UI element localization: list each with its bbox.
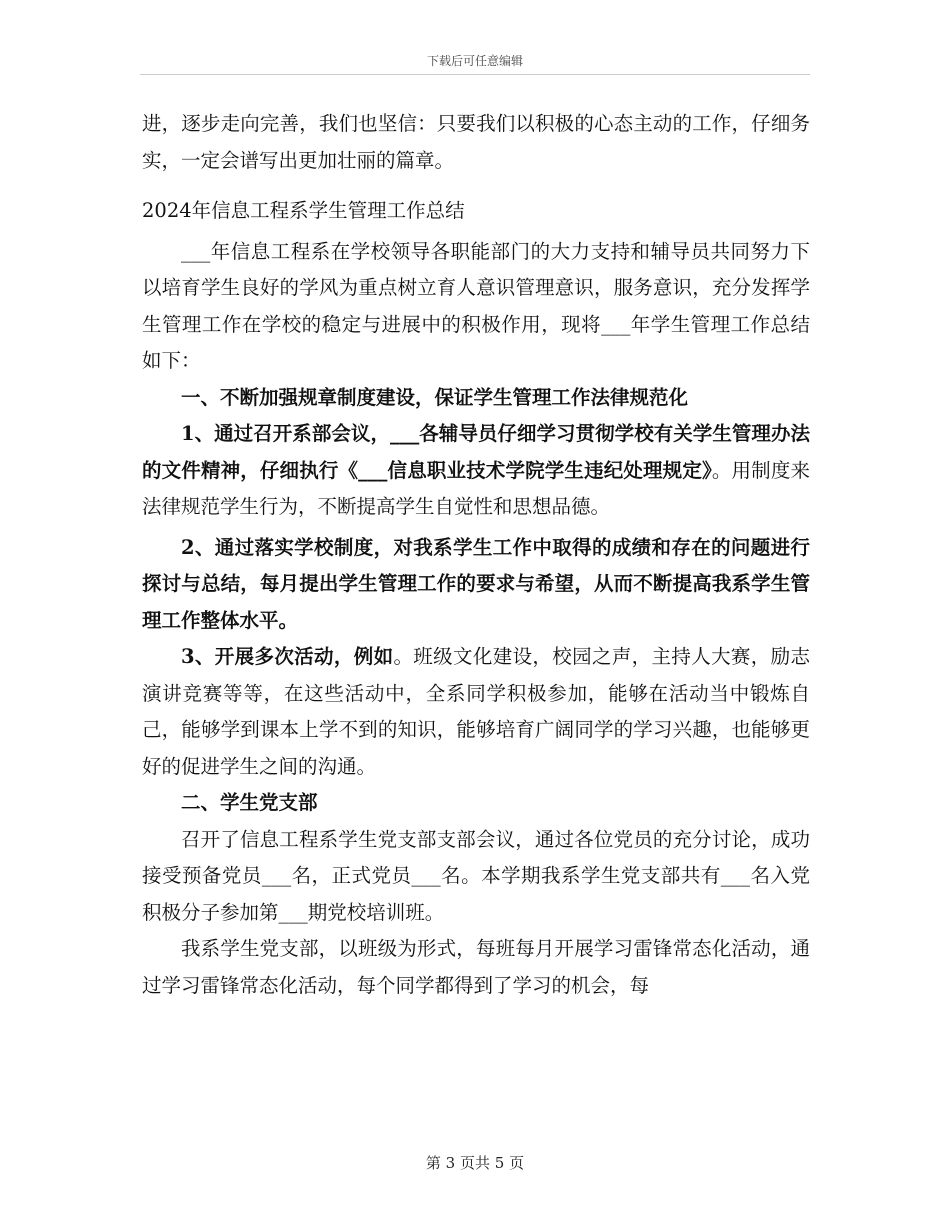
item-3-paragraph	[142, 639, 810, 785]
document-title: 2024年信息工程系学生管理工作总结	[142, 199, 465, 222]
item-1-paragraph	[142, 416, 810, 526]
header-divider	[140, 74, 810, 75]
page-footer: 第 3 页共 5 页	[425, 1154, 525, 1172]
item-3-text: 。班级文化建设，校园之声，主持人大赛，励志演讲竞赛等等，在这些活动中，全系同学积极参加，能够在活动当中锻炼自己，能够学到课本上学不到的知识，能够培育广阔同学的学习兴趣，也能够更好的促进学生之间的沟通。	[142, 645, 810, 778]
document-body	[142, 106, 810, 1004]
item-1-text: 。用制度来法律规范学生行为，不断提高学生自觉性和思想品德。	[142, 458, 810, 518]
continuation-paragraph: 进，逐步走向完善，我们也坚信：只要我们以积极的心态主动的工作，仔细务实，一定会谱写出更加壮丽的篇章。	[142, 112, 810, 172]
item-2-paragraph: 2、通过落实学校制度，对我系学生工作中取得的成绩和存在的问题进行探讨与总结，每月提出学生管理工作的要求与希望，从而不断提高我系学生管理工作整体水平。	[142, 535, 810, 632]
section-heading-1: 一、不断加强规章制度建设，保证学生管理工作法律规范化	[181, 385, 689, 409]
section-heading-2: 二、学生党支部	[181, 791, 318, 814]
intro-paragraph: ___年信息工程系在学校领导各职能部门的大力支持和辅导员共同努力下以培育学生良好的学风为重点树立育人意识管理意识，服务意识，充分发挥学生管理工作在学校的稳定与进展中的积极作用，现将___年学生管理工作总结如下：	[142, 239, 810, 372]
party-paragraph-1: 召开了信息工程系学生党支部支部会议，通过各位党员的充分讨论，成功接受预备党员___名，正式党员___名。本学期我系学生党支部共有___名入党积极分子参加第___期党校培训班。	[142, 827, 810, 924]
item-1-bold-text: 1、通过召开系部会议，___各辅导员仔细学习贯彻学校有关学生管理办法的文件精神，仔细执行《___信息职业技术学院学生违纪处理规定》	[142, 422, 810, 482]
page-header: 下载后可任意编辑	[426, 54, 523, 68]
party-paragraph-2: 我系学生党支部，以班级为形式，每班每月开展学习雷锋常态化活动，通过学习雷锋常态化活动，每个同学都得到了学习的机会，每	[142, 937, 810, 997]
item-3-bold-text: 3、开展多次活动，例如	[181, 645, 394, 668]
